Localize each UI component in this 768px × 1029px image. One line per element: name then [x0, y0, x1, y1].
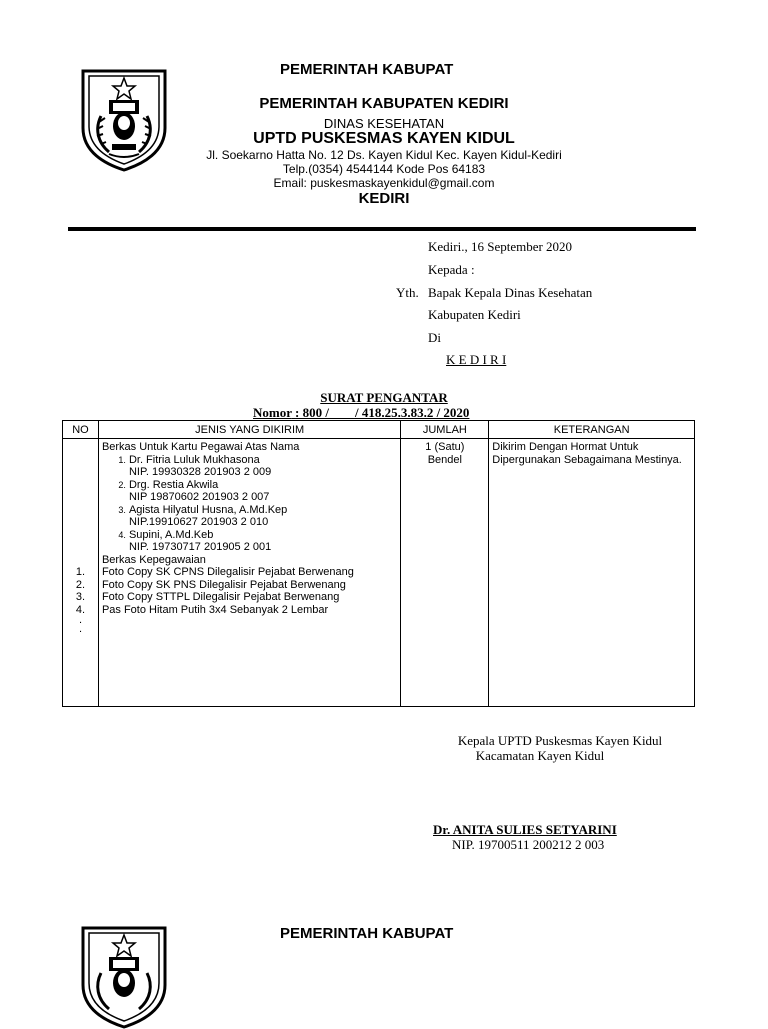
item-text: Foto Copy SK CPNS Dilegalisir Pejabat Berwenang: [101, 566, 354, 578]
person-nip: NIP. 19730717 201905 2 001: [128, 541, 272, 553]
header-keterangan: KETERANGAN: [489, 421, 695, 439]
header-no: NO: [63, 421, 99, 439]
item-no: 1.: [75, 566, 86, 578]
letter-recipient-1: Bapak Kepala Dinas Kesehatan: [428, 285, 593, 300]
letter-di: Di: [428, 330, 441, 345]
list-item: 1. Dr. Fitria Luluk Mukhasona: [118, 453, 260, 466]
letter-recipient-2: Kabupaten Kediri: [428, 307, 521, 322]
header-jumlah: JUMLAH: [401, 421, 489, 439]
jumlah-qty: 1 (Satu): [425, 441, 465, 453]
list-item: 3. Agista Hilyatul Husna, A.Md.Kep: [118, 503, 288, 516]
jumlah-cell: [401, 439, 489, 707]
letter-number-value: : 800 / / 418.25.3.83.2 / 2020: [295, 405, 470, 420]
signature-name: Dr. ANITA SULIES SETYARINI: [433, 822, 617, 837]
letterhead-department: DINAS KESEHATAN: [323, 116, 445, 131]
letterhead-phone: Telp.(0354) 4544144 Kode Pos 64183: [282, 162, 486, 176]
list-item: 2. Drg. Restia Akwila: [118, 478, 219, 491]
item-no: 3.: [75, 591, 86, 603]
person-name: Drg. Restia Akwila: [128, 478, 219, 491]
letterhead-unit: UPTD PUSKESMAS KAYEN KIDUL: [253, 130, 515, 147]
letterhead-top-title: PEMERINTAH KABUPAT: [280, 61, 454, 78]
intro-text: Berkas Untuk Kartu Pegawai Atas Nama: [101, 441, 300, 453]
keterangan-text: Dikirim Dengan Hormat Untuk Dipergunakan Sebagaimana Mestinya.: [492, 441, 682, 466]
person-nip: NIP 19870602 201903 2 007: [128, 491, 270, 503]
header-jenis: JENIS YANG DIKIRIM: [98, 421, 400, 439]
person-name: Dr. Fitria Luluk Mukhasona: [128, 453, 260, 466]
letterhead-divider: [68, 227, 696, 231]
letter-number-label: Nomor: [253, 405, 292, 420]
ellipsis-dot: .: [78, 614, 82, 626]
signature-title-2: Kacamatan Kayen Kidul: [475, 748, 605, 763]
list-item: 4. Supini, A.Md.Keb: [118, 528, 214, 541]
keterangan-cell: [489, 439, 695, 707]
regency-emblem-icon: [79, 925, 169, 1029]
signature-nip: NIP. 19700511 200212 2 003: [452, 837, 605, 852]
table-row: [63, 439, 695, 707]
item-no: 2.: [75, 578, 86, 591]
item-text: Foto Copy SK PNS Dilegalisir Pejabat Berwenang: [101, 578, 346, 591]
letter-date: Kediri., 16 September 2020: [428, 239, 573, 254]
letterhead-city: KEDIRI: [358, 190, 410, 207]
letter-to-label: Kepada :: [428, 262, 475, 277]
letter-city-spaced: K E D I R I: [446, 352, 507, 367]
jenis-cell: [98, 439, 400, 707]
ellipsis-dot: .: [78, 623, 82, 635]
person-name: Supini, A.Md.Keb: [128, 528, 214, 541]
no-cell: [63, 439, 99, 707]
item-no: 4.: [75, 603, 86, 616]
signature-title-1: Kepala UPTD Puskesmas Kayen Kidul: [457, 733, 663, 748]
item-text: Foto Copy STTPL Dilegalisir Pejabat Berwenang: [101, 591, 340, 603]
letterhead-email: Email: puskesmaskayenkidul@gmail.com: [273, 176, 495, 190]
letter-number: [253, 405, 469, 421]
berkas-label: Berkas Kepegawaian: [101, 553, 206, 566]
letterhead-government: PEMERINTAH KABUPATEN KEDIRI: [259, 95, 509, 112]
footer-letterhead-title: PEMERINTAH KABUPAT: [280, 925, 454, 942]
table-header-row: [63, 421, 695, 439]
person-nip: NIP. 19930328 201903 2 009: [128, 466, 272, 478]
letter-subject: SURAT PENGANTAR: [320, 390, 448, 405]
jumlah-unit: Bendel: [427, 453, 462, 466]
person-name: Agista Hilyatul Husna, A.Md.Kep: [128, 503, 288, 516]
letterhead-address: Jl. Soekarno Hatta No. 12 Ds. Kayen Kidul Kec. Kayen Kidul-Kediri: [206, 148, 562, 162]
dispatch-table: [62, 420, 695, 707]
person-nip: NIP.19910627 201903 2 010: [128, 516, 269, 528]
item-text: Pas Foto Hitam Putih 3x4 Sebanyak 2 Lembar: [101, 603, 329, 616]
letter-yth: Yth.: [396, 285, 419, 300]
